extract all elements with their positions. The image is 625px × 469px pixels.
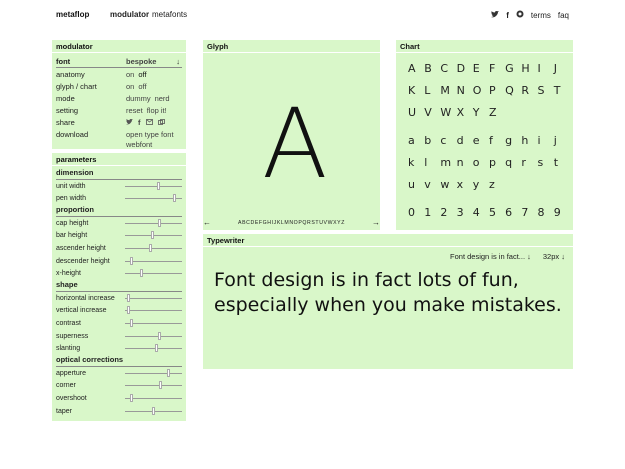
param-label: descender height	[56, 257, 110, 265]
chart-glyph[interactable]: n	[456, 156, 464, 169]
row-download-webfont	[56, 138, 182, 150]
slider-handle[interactable]	[159, 381, 162, 389]
chart-glyph[interactable]: J	[553, 62, 557, 75]
chart-glyph[interactable]: w	[440, 178, 450, 191]
param-row	[56, 230, 182, 242]
param-label: contrast	[56, 319, 81, 327]
modulator-title: modulator	[56, 42, 93, 51]
chart-glyph[interactable]: j	[553, 134, 557, 147]
chart-glyph[interactable]: P	[488, 84, 496, 97]
chart-glyph[interactable]: t	[553, 156, 559, 169]
chart-row	[408, 206, 570, 219]
chart-glyph[interactable]: R	[521, 84, 529, 97]
chart-glyph[interactable]: p	[488, 156, 496, 169]
reset-button[interactable]: reset	[126, 105, 143, 115]
param-label: taper	[56, 407, 72, 415]
slider-handle[interactable]	[140, 269, 143, 277]
chart-glyph[interactable]: 9	[553, 206, 561, 219]
param-slider[interactable]	[125, 373, 182, 374]
chart-glyph[interactable]: o	[472, 156, 480, 169]
chart-glyph[interactable]: v	[424, 178, 431, 191]
anatomy-on[interactable]: on	[126, 69, 135, 79]
param-row	[56, 343, 182, 355]
chart-glyph[interactable]: 0	[408, 206, 415, 219]
flop-it-button[interactable]: flop it!	[146, 105, 167, 115]
row-label: glyph / chart	[56, 81, 97, 91]
font-value[interactable]: bespoke	[126, 56, 157, 66]
param-row	[56, 268, 182, 280]
chart-glyph[interactable]: X	[456, 106, 465, 119]
chart-glyph[interactable]: 8	[537, 206, 545, 219]
slider-handle[interactable]	[173, 194, 176, 202]
chart-glyph[interactable]: F	[488, 62, 496, 75]
param-slider[interactable]	[125, 223, 182, 224]
param-label: horizontal increase	[56, 294, 115, 302]
slider-handle[interactable]	[127, 306, 130, 314]
param-slider[interactable]	[125, 310, 182, 311]
param-label: corner	[56, 382, 76, 390]
param-slider[interactable]	[125, 385, 182, 386]
chart-glyph[interactable]: s	[537, 156, 544, 169]
param-label: unit width	[56, 182, 86, 190]
mode-dummy[interactable]: dummy	[126, 93, 151, 103]
param-label: ascender height	[56, 244, 106, 252]
chart-glyph[interactable]: l	[424, 156, 428, 169]
param-row	[56, 330, 182, 342]
chart-glyph[interactable]: m	[440, 156, 452, 169]
param-row	[56, 392, 182, 404]
modulator-panel	[52, 40, 186, 149]
twitter-icon[interactable]	[491, 11, 499, 20]
chart-glyph[interactable]: K	[408, 84, 416, 97]
mode-nerd[interactable]: nerd	[154, 93, 170, 103]
divider	[203, 246, 573, 247]
chart-row	[408, 62, 570, 75]
param-slider[interactable]	[125, 248, 182, 249]
share-twitter-icon[interactable]	[126, 118, 133, 127]
nav-modulator[interactable]: modulator	[110, 10, 150, 19]
typewriter-text[interactable]: Font design is in fact lots of fun, especially when you make mistakes.	[214, 269, 562, 316]
slider-handle[interactable]	[155, 344, 158, 352]
slider-handle[interactable]	[149, 244, 152, 252]
chart-glyph[interactable]: q	[505, 156, 513, 169]
chart-glyph[interactable]: z	[488, 178, 495, 191]
glyph-strip-letters[interactable]: ABCDEFGHIJKLMNOPQRSTUVWXYZ	[238, 219, 345, 226]
param-label: pen width	[56, 195, 86, 203]
param-group-heading: optical corrections	[56, 355, 124, 365]
row-setting	[56, 104, 182, 116]
glyph-preview: A	[262, 88, 328, 200]
parameters-title: parameters	[56, 155, 97, 164]
chart-glyph[interactable]: 2	[440, 206, 448, 219]
chart-glyph[interactable]: V	[424, 106, 432, 119]
row-glyph-chart	[56, 80, 182, 92]
slider-handle[interactable]	[167, 369, 170, 377]
chart-glyph[interactable]: I	[537, 62, 541, 75]
chart-row	[408, 178, 505, 191]
param-slider[interactable]	[125, 235, 182, 236]
github-icon[interactable]	[516, 10, 524, 20]
chart-row	[408, 84, 570, 97]
param-group-heading: proportion	[56, 205, 94, 215]
glyph-prev-arrow[interactable]: ←	[203, 218, 211, 227]
chart-glyph[interactable]: 4	[472, 206, 480, 219]
nav-metafonts[interactable]: metafonts	[152, 10, 188, 19]
param-label: vertical increase	[56, 307, 107, 315]
slider-handle[interactable]	[157, 182, 160, 190]
chart-glyph[interactable]: U	[408, 106, 417, 119]
chart-glyph[interactable]: g	[505, 134, 513, 147]
param-row	[56, 255, 182, 267]
glyph-next-arrow[interactable]: →	[372, 218, 380, 227]
chart-glyph[interactable]: 1	[424, 206, 432, 219]
param-slider[interactable]	[125, 186, 182, 187]
chevron-down-icon[interactable]: ↓	[176, 56, 180, 66]
chart-glyph[interactable]: r	[521, 156, 526, 169]
chart-glyph[interactable]: A	[408, 62, 416, 75]
chart-glyph[interactable]: 6	[505, 206, 513, 219]
download-webfont-link[interactable]: webfont	[126, 139, 153, 149]
row-mode	[56, 92, 182, 104]
glyph-chart-on[interactable]: on	[126, 81, 135, 91]
slider-handle[interactable]	[130, 394, 133, 402]
header-links	[491, 10, 569, 20]
param-row	[56, 292, 182, 304]
chart-glyph[interactable]: W	[440, 106, 452, 119]
param-label: superness	[56, 332, 89, 340]
chart-glyph[interactable]: d	[456, 134, 464, 147]
row-label: share	[56, 117, 75, 127]
faq-link[interactable]: faq	[557, 10, 569, 20]
slider-handle[interactable]	[158, 219, 161, 227]
chart-glyph[interactable]: k	[408, 156, 415, 169]
chart-glyph[interactable]: y	[472, 178, 480, 191]
divider	[52, 52, 186, 53]
text-preset-select[interactable]: Font design is in fact... ↓	[450, 252, 531, 261]
top-bar	[0, 0, 625, 28]
chart-glyph[interactable]: C	[440, 62, 449, 75]
param-row	[56, 242, 182, 254]
row-share	[56, 116, 182, 128]
param-row	[56, 317, 182, 329]
brand-logo[interactable]: metaflop	[56, 10, 90, 19]
param-slider[interactable]	[125, 348, 182, 349]
divider	[396, 52, 573, 53]
download-otf-link[interactable]: open type font	[126, 129, 174, 139]
font-select-row[interactable]	[56, 55, 182, 67]
chart-glyph[interactable]: O	[472, 84, 482, 97]
param-label: slanting	[56, 345, 81, 353]
param-slider[interactable]	[125, 323, 182, 324]
param-slider[interactable]	[125, 198, 182, 199]
typewriter-controls	[450, 252, 565, 261]
param-slider[interactable]	[125, 261, 182, 262]
param-slider[interactable]	[125, 273, 182, 274]
slider-handle[interactable]	[151, 231, 154, 239]
share-email-icon[interactable]	[146, 118, 153, 127]
param-label: x-height	[56, 270, 81, 278]
slider-handle[interactable]	[152, 407, 155, 415]
param-row	[56, 405, 182, 417]
chart-row	[408, 156, 570, 169]
param-group-heading: shape	[56, 280, 78, 290]
chart-glyph[interactable]: Y	[472, 106, 480, 119]
chart-glyph[interactable]: B	[424, 62, 432, 75]
row-label: mode	[56, 93, 75, 103]
chart-glyph[interactable]: D	[456, 62, 466, 75]
param-row	[56, 305, 182, 317]
chart-glyph[interactable]: 3	[456, 206, 464, 219]
facebook-icon[interactable]: f	[506, 10, 509, 20]
param-slider[interactable]	[125, 398, 182, 399]
chart-glyph[interactable]: h	[521, 134, 529, 147]
param-slider[interactable]	[125, 298, 182, 299]
param-label: cap height	[56, 219, 89, 227]
chart-glyph[interactable]: i	[537, 134, 541, 147]
share-facebook-icon[interactable]: f	[138, 117, 141, 127]
slider-handle[interactable]	[158, 332, 161, 340]
param-group-heading: dimension	[56, 168, 94, 177]
param-label: apperture	[56, 369, 86, 377]
chart-glyph[interactable]: L	[424, 84, 431, 97]
slider-handle[interactable]	[127, 294, 130, 302]
chart-glyph[interactable]: f	[488, 134, 493, 147]
share-link-icon[interactable]	[158, 118, 165, 127]
param-row	[56, 367, 182, 379]
chart-glyph[interactable]: H	[521, 62, 530, 75]
row-label: download	[56, 129, 89, 139]
row-anatomy	[56, 68, 182, 80]
slider-handle[interactable]	[130, 319, 133, 327]
chart-glyph[interactable]: 5	[488, 206, 496, 219]
parameters-panel	[52, 153, 186, 421]
param-label: bar height	[56, 232, 88, 240]
glyph-title: Glyph	[207, 42, 229, 51]
chart-title: Chart	[400, 42, 420, 51]
chart-glyph[interactable]: Z	[488, 106, 497, 119]
chart-glyph[interactable]: T	[553, 84, 561, 97]
param-label: overshoot	[56, 394, 87, 402]
slider-handle[interactable]	[130, 257, 133, 265]
chart-glyph[interactable]: G	[505, 62, 514, 75]
row-label: anatomy	[56, 69, 85, 79]
param-row	[56, 193, 182, 205]
chart-glyph[interactable]: M	[440, 84, 450, 97]
param-row	[56, 180, 182, 192]
divider	[203, 52, 380, 53]
chart-glyph[interactable]: x	[456, 178, 464, 191]
chart-glyph[interactable]: E	[472, 62, 480, 75]
font-label: font	[56, 56, 71, 66]
param-slider[interactable]	[125, 411, 182, 412]
param-slider[interactable]	[125, 336, 182, 337]
chart-glyph[interactable]: c	[440, 134, 447, 147]
param-row	[56, 380, 182, 392]
row-label: setting	[56, 105, 79, 115]
chart-row	[408, 134, 570, 147]
chart-glyph[interactable]: S	[537, 84, 545, 97]
glyph-chart-off[interactable]: off	[138, 81, 147, 91]
param-row	[56, 217, 182, 229]
chart-glyph[interactable]: u	[408, 178, 415, 191]
anatomy-off[interactable]: off	[138, 69, 147, 79]
terms-link[interactable]: terms	[530, 10, 551, 20]
chart-glyph[interactable]: a	[408, 134, 415, 147]
chart-glyph[interactable]: b	[424, 134, 432, 147]
chart-row	[408, 106, 505, 119]
chart-glyph[interactable]: 7	[521, 206, 529, 219]
chart-glyph[interactable]: Q	[505, 84, 514, 97]
chart-glyph[interactable]: e	[472, 134, 480, 147]
glyph-navigator	[203, 218, 380, 227]
divider	[52, 165, 186, 166]
font-size-select[interactable]: 32px ↓	[542, 252, 565, 261]
typewriter-title: Typewriter	[207, 236, 245, 245]
chart-glyph[interactable]: N	[456, 84, 465, 97]
